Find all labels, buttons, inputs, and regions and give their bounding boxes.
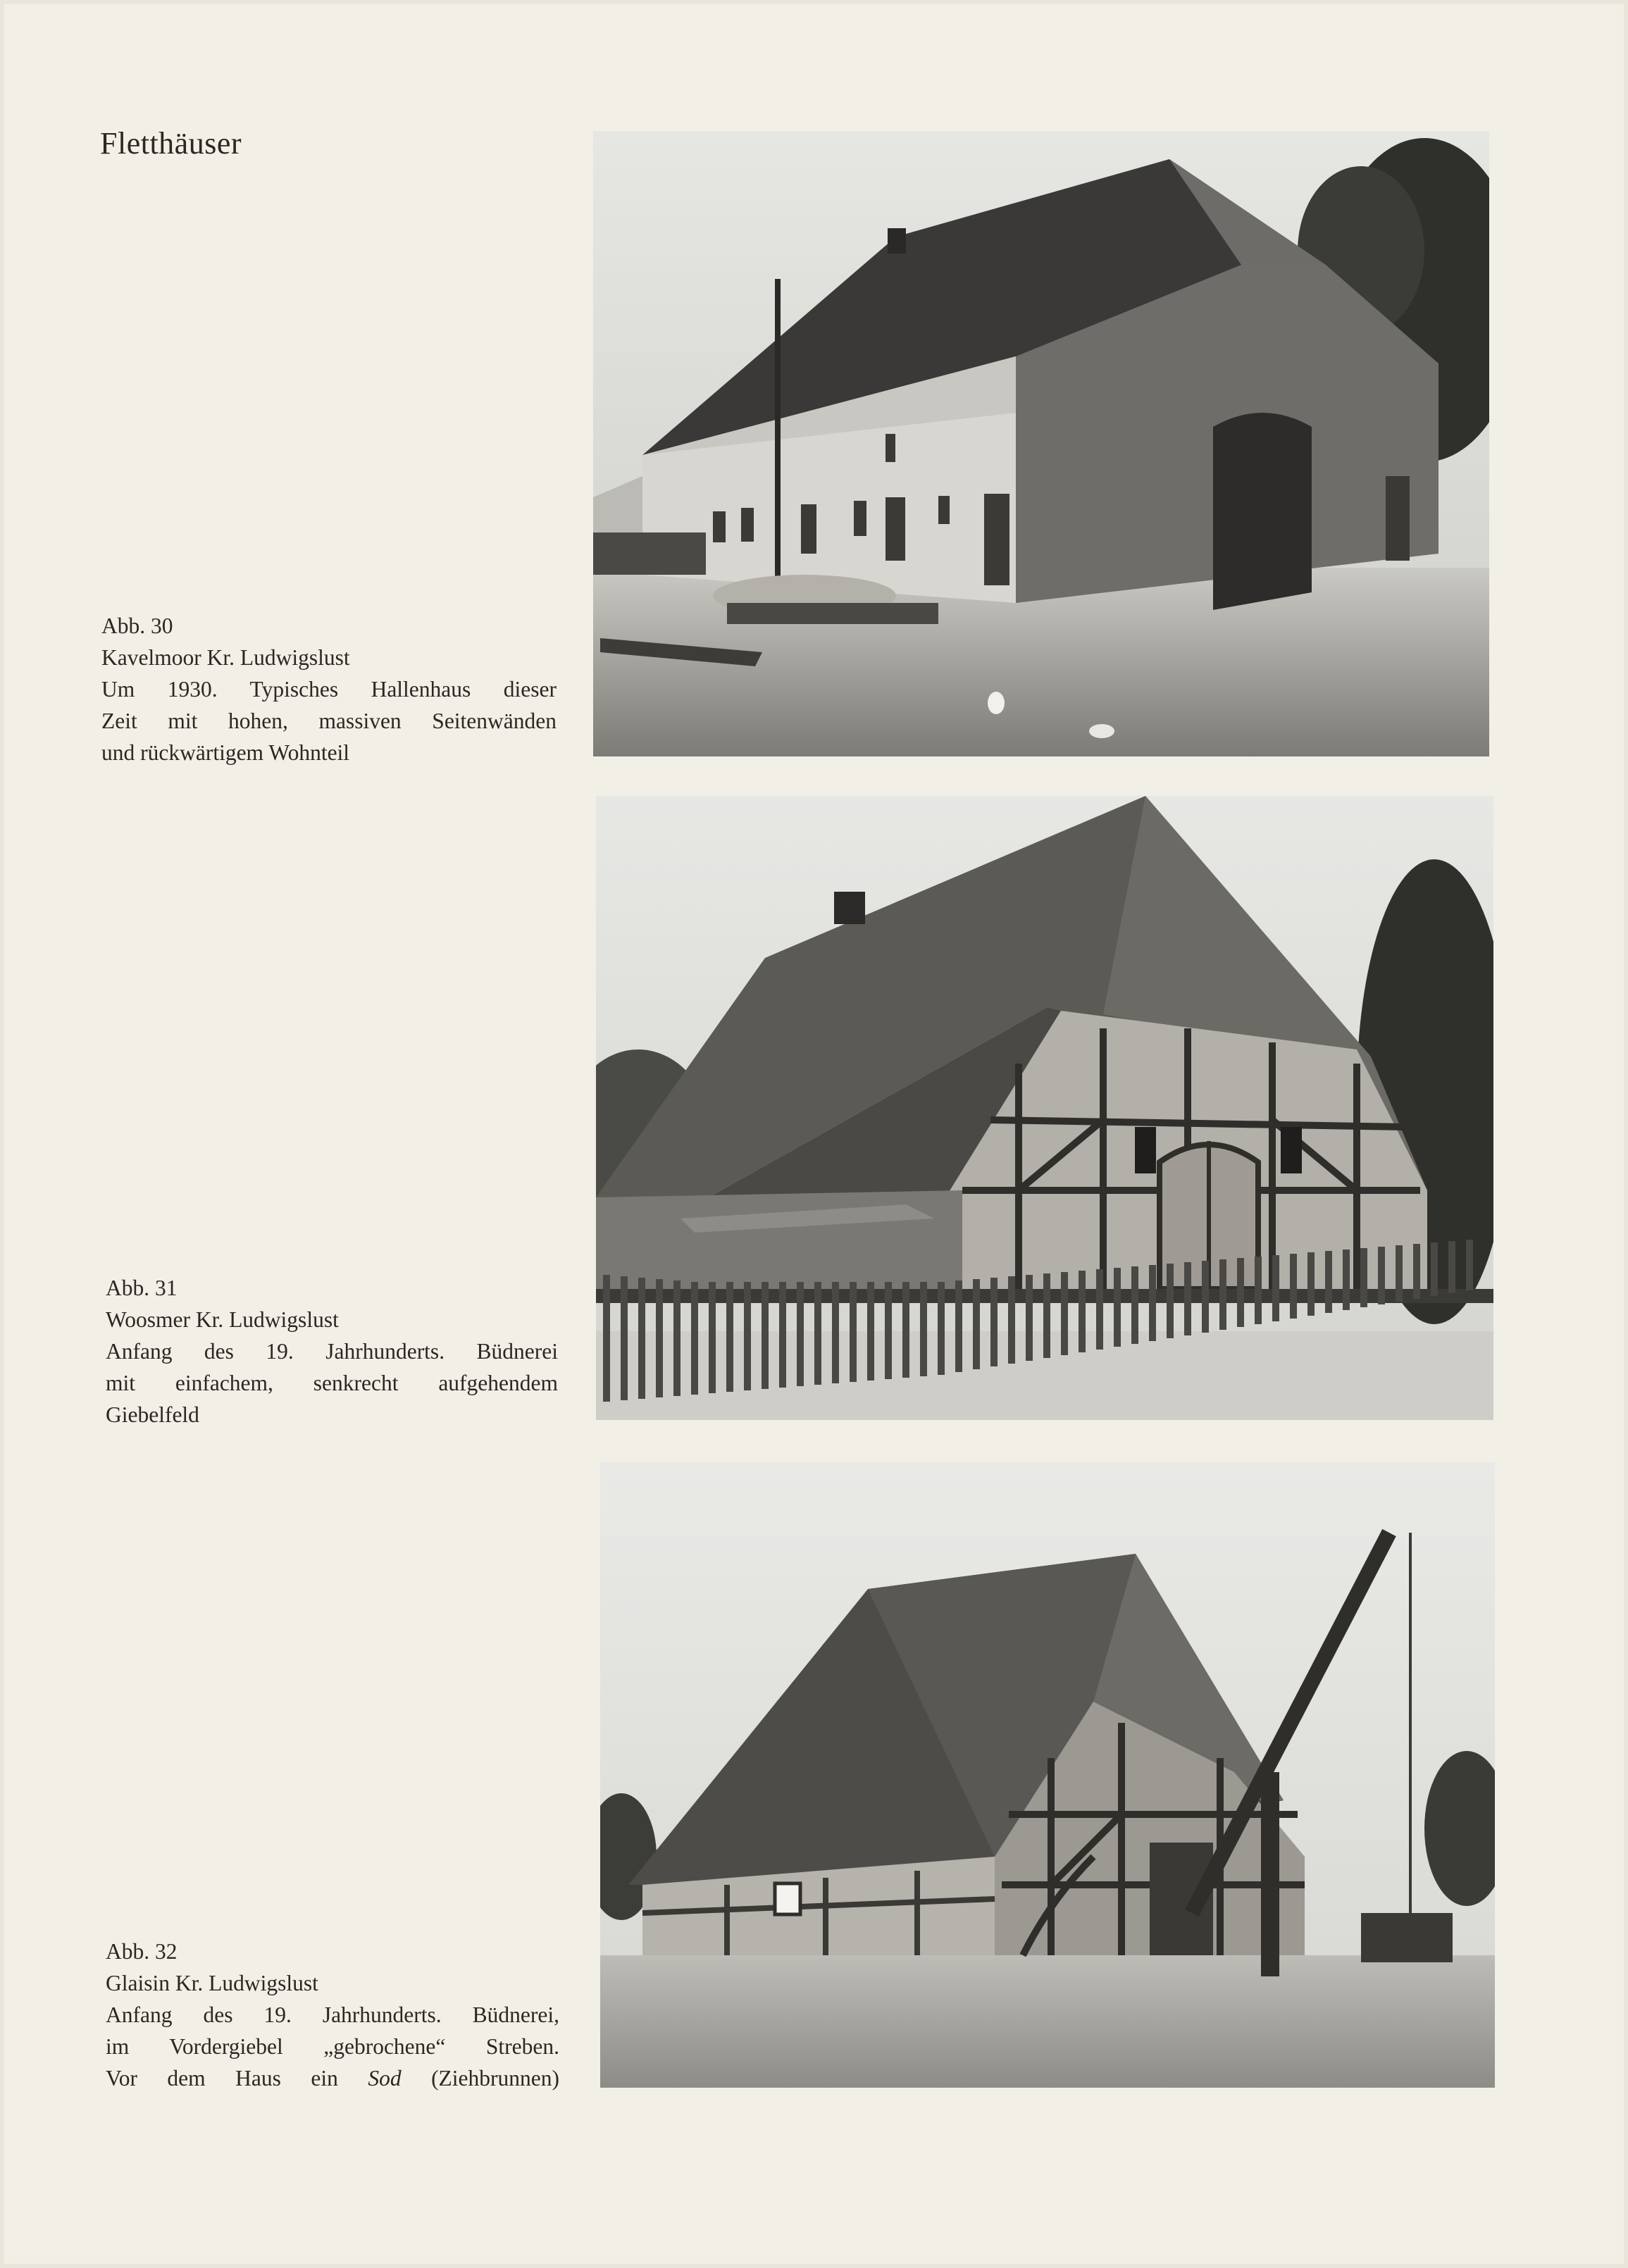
photo-glaisin-buednerei	[600, 1462, 1495, 2088]
figure-number: Abb. 30	[101, 613, 173, 638]
caption-line: und rückwärtigem Wohnteil	[101, 740, 350, 765]
caption-line: Um 1930. Typisches Hallenhaus dieser	[101, 677, 557, 702]
page-title: Fletthäuser	[100, 126, 242, 161]
photo-woosmer-image	[596, 796, 1493, 1420]
caption-line: im Vordergiebel „gebrochene“ Streben.	[106, 2034, 559, 2059]
caption-place: Kavelmoor Kr. Ludwigslust	[101, 645, 350, 670]
figure-number: Abb. 31	[106, 1276, 178, 1300]
caption-italic-term: Sod	[368, 2066, 402, 2091]
caption-text: Vor dem Haus ein	[106, 2066, 338, 2091]
caption-place: Woosmer Kr. Ludwigslust	[106, 1307, 339, 1332]
caption-abb-30	[101, 610, 557, 768]
caption-line: Anfang des 19. Jahrhunderts. Büdnerei,	[106, 2002, 559, 2027]
photo-glaisin-image	[600, 1462, 1495, 2088]
caption-text: (Ziehbrunnen)	[431, 2066, 559, 2091]
caption-abb-31	[106, 1272, 558, 1431]
caption-place: Glaisin Kr. Ludwigslust	[106, 1971, 318, 1995]
caption-abb-32	[106, 1936, 559, 2094]
photo-kavelmoor-image	[593, 131, 1489, 756]
caption-line	[106, 2062, 559, 2094]
figure-number: Abb. 32	[106, 1939, 178, 1964]
photo-kavelmoor-hallenhaus	[593, 131, 1489, 756]
caption-line: Anfang des 19. Jahrhunderts. Büdnerei	[106, 1339, 558, 1364]
photo-woosmer-buednerei	[596, 796, 1493, 1420]
caption-line: Zeit mit hohen, massiven Seitenwänden	[101, 709, 557, 733]
caption-line: Giebelfeld	[106, 1402, 199, 1427]
caption-line: mit einfachem, senkrecht aufgehendem	[106, 1371, 558, 1395]
